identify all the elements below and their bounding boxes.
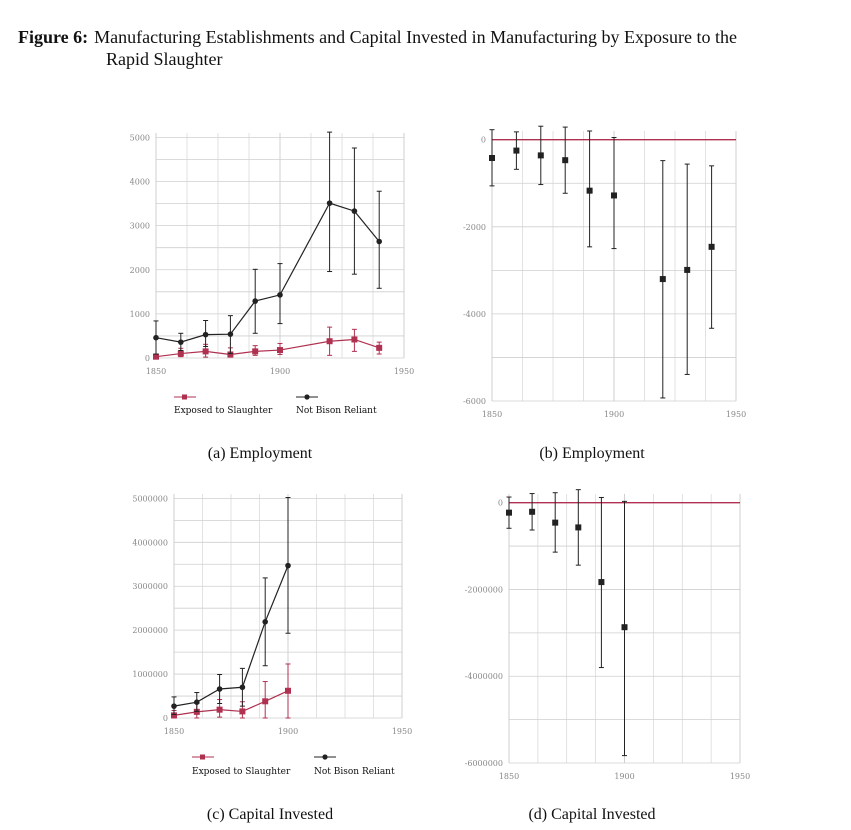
legend-label: Not Bison Reliant (296, 406, 377, 416)
subcaption-d: (d) Capital Invested (528, 806, 656, 823)
figure-label: Figure 6: (18, 27, 89, 47)
figure-title-line2: Rapid Slaughter (106, 49, 223, 69)
x-tick-label: 1850 (163, 727, 185, 736)
y-tick-label: 4000000 (132, 538, 168, 548)
x-tick-label: 1950 (725, 410, 747, 419)
data-point (552, 520, 558, 526)
y-tick-label: -6000000 (464, 759, 503, 768)
x-tick-label: 1850 (498, 772, 520, 781)
x-tick-label: 1950 (391, 727, 413, 736)
subcaption-c: (c) Capital Invested (206, 806, 334, 823)
y-tick-label: 0 (480, 135, 486, 145)
x-tick-label: 1900 (614, 772, 635, 781)
data-point (529, 509, 535, 515)
data-point (622, 624, 628, 630)
y-tick-label: 2000 (129, 265, 150, 275)
x-tick-label: 1900 (277, 727, 299, 736)
data-point (598, 579, 604, 585)
y-tick-label: 5000 (129, 133, 150, 143)
y-tick-label: 3000000 (132, 582, 168, 592)
y-tick-label: 0 (497, 498, 503, 508)
legend-label: Exposed to Slaughter (192, 767, 291, 777)
data-point (506, 510, 512, 516)
x-tick-label: 1850 (145, 367, 167, 376)
subcaption-b: (b) Employment (539, 445, 645, 462)
y-tick-label: 0 (144, 354, 150, 363)
y-tick-label: -4000 (462, 309, 486, 319)
subcaption-a: (a) Employment (207, 445, 313, 462)
x-tick-label: 1950 (729, 772, 751, 781)
x-tick-label: 1900 (603, 410, 625, 419)
y-tick-label: 5000000 (132, 494, 168, 504)
y-tick-label: 0 (162, 714, 168, 723)
figure-title-line1: Manufacturing Establishments and Capital Invested in Manufacturing by Exposure to the (94, 27, 738, 47)
data-point (575, 524, 581, 530)
y-tick-label: -2000 (462, 222, 486, 232)
legend-label: Not Bison Reliant (314, 767, 395, 777)
y-tick-label: 4000 (129, 177, 150, 187)
y-tick-label: 3000 (129, 221, 150, 231)
x-tick-label: 1900 (269, 367, 291, 376)
y-tick-label: -6000 (462, 397, 486, 406)
y-tick-label: 2000000 (132, 626, 168, 636)
y-tick-label: 1000 (129, 309, 150, 319)
y-tick-label: 1000000 (132, 670, 168, 680)
x-tick-label: 1950 (393, 367, 415, 376)
legend-label: Exposed to Slaughter (174, 406, 273, 416)
x-tick-label: 1850 (481, 410, 503, 419)
y-tick-label: -2000000 (464, 585, 503, 595)
y-tick-label: -4000000 (464, 672, 503, 682)
